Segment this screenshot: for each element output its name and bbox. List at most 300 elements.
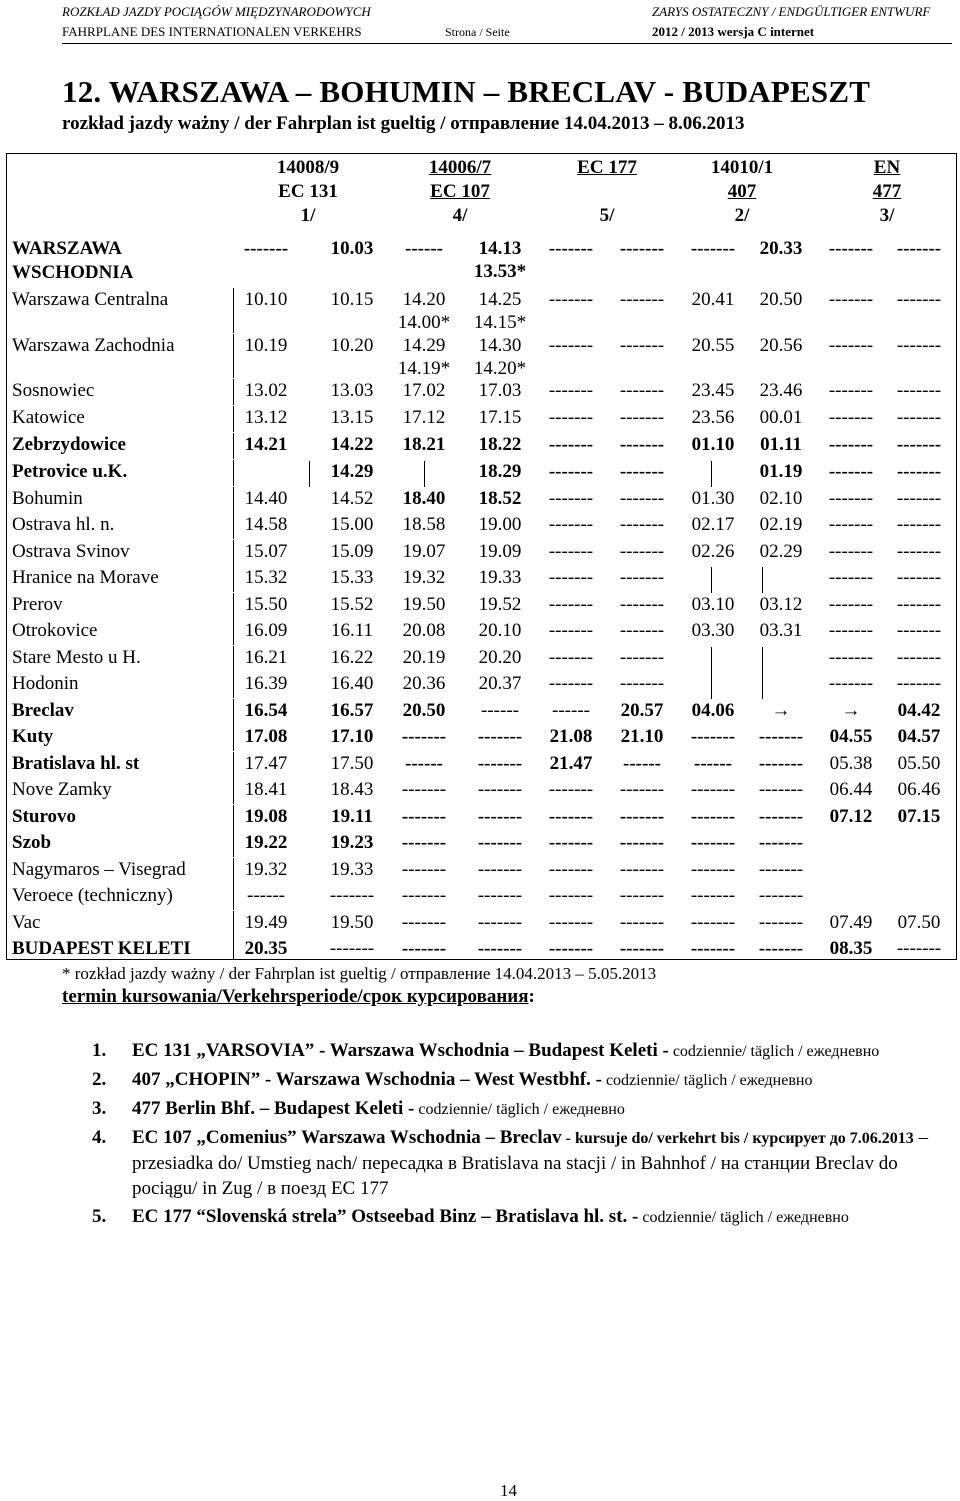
note-number: 1. [92, 1040, 107, 1061]
station-name: Sturovo [12, 806, 77, 827]
time-cell: ------- [619, 938, 665, 959]
time-cell: 17.50 [330, 753, 374, 774]
row-divider [233, 619, 234, 645]
time-cell: ------- [619, 514, 665, 535]
header-rule [62, 43, 952, 44]
time-cell: ------- [828, 647, 874, 668]
station-name: Veroece (techniczny) [12, 885, 173, 906]
time-cell: ------- [548, 859, 594, 880]
train-header-1: 14008/9 [276, 157, 340, 178]
time-cell: 19.08 [244, 806, 288, 827]
time-cell: ------- [896, 407, 942, 428]
time-cell: 19.52 [478, 594, 522, 615]
timetable [6, 153, 957, 960]
time-cell: ------- [619, 912, 665, 933]
header-page-label: Strona / Seite [445, 25, 510, 39]
station-name: Otrokovice [12, 620, 98, 641]
train-header-2: 4/ [452, 205, 468, 226]
time-cell: 13.02 [244, 380, 288, 401]
train-header-4: 2/ [734, 205, 750, 226]
time-cell: 14.40 [244, 488, 288, 509]
train-header-4: 14010/1 [710, 157, 774, 178]
cell-divider [424, 461, 425, 487]
time-cell: 21.10 [620, 726, 664, 747]
time-cell: 03.30 [691, 620, 735, 641]
time-cell: ------- [619, 488, 665, 509]
time-cell: ------ [481, 700, 519, 721]
time-cell: ------- [828, 238, 874, 259]
row-divider [233, 937, 234, 959]
time-cell: ------- [477, 938, 523, 959]
time-cell: ------- [828, 434, 874, 455]
station-name: Bratislava hl. st [12, 753, 140, 774]
time-cell: 16.39 [244, 673, 288, 694]
time-cell: ------- [896, 673, 942, 694]
alt-time-cell: 14.20* [473, 358, 527, 379]
page-header [62, 2, 952, 42]
row-divider [233, 699, 234, 725]
note-title: 407 „CHOPIN” - Warszawa Wschodnia – West Westbhf. - [132, 1069, 602, 1090]
cell-divider [762, 567, 763, 593]
time-cell: ------- [619, 407, 665, 428]
row-divider [233, 513, 234, 539]
time-cell: ------- [401, 912, 447, 933]
note-title: EC 177 “Slovenská strela” Ostseebad Binz – Bratislava hl. st. - [132, 1206, 639, 1227]
time-cell: 20.20 [478, 647, 522, 668]
time-cell: 15.09 [330, 541, 374, 562]
time-cell: ------- [619, 238, 665, 259]
note-title: EC 131 „VARSOVIA” - Warszawa Wschodnia – Budapest Keleti - [132, 1040, 669, 1061]
time-cell: 16.40 [330, 673, 374, 694]
time-cell: 10.10 [244, 289, 288, 310]
time-cell: 03.10 [691, 594, 735, 615]
station-name: Stare Mesto u H. [12, 647, 141, 668]
station-name: Ostrava Svinov [12, 541, 130, 562]
row-divider [233, 288, 234, 333]
note-item [92, 1038, 942, 1064]
train-header-2: EC 107 [430, 181, 490, 202]
time-cell: 03.31 [759, 620, 803, 641]
time-cell: ------- [329, 885, 375, 906]
time-cell: ------- [477, 885, 523, 906]
note-item [92, 1204, 942, 1230]
time-cell: ------- [548, 779, 594, 800]
station-name: Warszawa Centralna [12, 289, 169, 310]
time-cell: ------- [828, 488, 874, 509]
row-divider [233, 805, 234, 831]
train-header-1: EC 131 [278, 181, 338, 202]
time-cell: ------- [758, 912, 804, 933]
time-cell: ------- [758, 859, 804, 880]
note-detail: codziennie/ täglich / ежедневно [414, 1101, 625, 1118]
time-cell: ------- [477, 912, 523, 933]
time-cell: ------- [401, 885, 447, 906]
time-cell: ------- [548, 380, 594, 401]
time-cell: ------- [619, 885, 665, 906]
time-cell: 07.12 [829, 806, 873, 827]
time-cell: 02.29 [759, 541, 803, 562]
time-cell: 20.19 [402, 647, 446, 668]
time-cell: 16.11 [330, 620, 374, 641]
footnote [62, 963, 656, 985]
row-divider [233, 672, 234, 698]
time-cell: ------- [619, 859, 665, 880]
time-cell: 15.32 [244, 567, 288, 588]
time-cell: ------- [477, 832, 523, 853]
time-cell: 15.00 [330, 514, 374, 535]
row-divider [233, 831, 234, 857]
time-cell: 19.32 [244, 859, 288, 880]
station-name: Warszawa Zachodnia [12, 335, 175, 356]
time-cell: 20.35 [244, 938, 288, 959]
time-cell: 02.17 [691, 514, 735, 535]
time-cell: ------- [758, 832, 804, 853]
alt-time-cell: 14.00* [397, 312, 451, 333]
time-cell: 14.21 [244, 434, 288, 455]
cell-divider [309, 461, 310, 487]
train-header-5: 477 [872, 181, 902, 202]
station-name: Prerov [12, 594, 63, 615]
time-cell: 15.52 [330, 594, 374, 615]
row-divider [233, 540, 234, 566]
time-cell: 18.29 [478, 461, 522, 482]
time-cell: 20.41 [691, 289, 735, 310]
time-cell: 02.26 [691, 541, 735, 562]
row-divider [233, 566, 234, 592]
train-notes [92, 1038, 942, 1233]
time-cell: ------- [828, 289, 874, 310]
time-cell: ------- [690, 885, 736, 906]
time-cell: 20.55 [691, 335, 735, 356]
time-cell: 13.03 [330, 380, 374, 401]
row-divider [233, 646, 234, 672]
time-cell: 15.50 [244, 594, 288, 615]
alt-time-cell: 14.15* [473, 312, 527, 333]
time-cell: 17.02 [402, 380, 446, 401]
note-detail: codziennie/ täglich / ежедневно [668, 1043, 880, 1060]
time-cell: 19.09 [478, 541, 522, 562]
time-cell: ------- [548, 594, 594, 615]
station-name: WARSZAWA [12, 238, 122, 259]
time-cell: ------- [896, 488, 942, 509]
time-cell: → [841, 700, 861, 721]
note-item [92, 1125, 942, 1201]
time-cell: ------- [548, 541, 594, 562]
time-cell: 18.22 [478, 434, 522, 455]
station-name: Nove Zamky [12, 779, 112, 800]
time-cell: ------- [548, 885, 594, 906]
time-cell: ------- [828, 541, 874, 562]
station-name: Zebrzydowice [12, 434, 126, 455]
alt-time-cell: 14.19* [397, 358, 451, 379]
station-name: BUDAPEST KELETI [12, 938, 191, 959]
time-cell: 16.57 [330, 700, 374, 721]
note-item [92, 1067, 942, 1093]
note-item [92, 1096, 942, 1122]
time-cell: ------- [758, 885, 804, 906]
time-cell: ------- [619, 380, 665, 401]
time-cell: 15.33 [330, 567, 374, 588]
time-cell: ------- [548, 335, 594, 356]
time-cell: 16.21 [244, 647, 288, 668]
time-cell: 10.20 [330, 335, 374, 356]
time-cell: ------- [548, 620, 594, 641]
time-cell: 18.43 [330, 779, 374, 800]
time-cell: → [771, 700, 791, 721]
time-cell: 19.23 [330, 832, 374, 853]
row-divider [233, 487, 234, 513]
time-cell: 06.44 [829, 779, 873, 800]
time-cell: 23.46 [759, 380, 803, 401]
time-cell: 07.15 [897, 806, 941, 827]
time-cell: ------- [690, 912, 736, 933]
time-cell: 18.21 [402, 434, 446, 455]
time-cell: 10.03 [330, 238, 374, 259]
time-cell: ------- [619, 779, 665, 800]
note-number: 3. [92, 1098, 107, 1119]
time-cell: 19.33 [330, 859, 374, 880]
train-header-5: EN [873, 157, 901, 178]
train-header-4: 407 [727, 181, 757, 202]
station-name: Hranice na Morave [12, 567, 159, 588]
cell-divider [711, 647, 712, 699]
note-detail: – przesiadka do/ Umstieg nach/ пересадка в Bratislava na stacji / in Bahnhof / на станции Breclav do pociągu/ in Zug / в поезд EC 177 [132, 1127, 929, 1199]
time-cell: ------- [619, 335, 665, 356]
time-cell: ------- [243, 238, 289, 259]
time-cell: 17.08 [244, 726, 288, 747]
time-cell: ------- [758, 726, 804, 747]
time-cell: ------- [477, 753, 523, 774]
station-name: Nagymaros – Visegrad [12, 859, 186, 880]
time-cell: 21.08 [549, 726, 593, 747]
time-cell: ------- [401, 806, 447, 827]
time-cell: ------- [548, 434, 594, 455]
station-name: Szob [12, 832, 52, 853]
time-cell: ------- [329, 938, 375, 959]
time-cell: ------- [758, 806, 804, 827]
time-cell: 20.10 [478, 620, 522, 641]
row-divider [233, 884, 234, 910]
time-cell: 02.19 [759, 514, 803, 535]
time-cell: 08.35 [829, 938, 873, 959]
time-cell: ------- [828, 620, 874, 641]
time-cell: 14.22 [330, 434, 374, 455]
station-name: WSCHODNIA [12, 262, 134, 283]
note-number: 5. [92, 1206, 107, 1227]
time-cell: ------- [828, 380, 874, 401]
row-divider [233, 858, 234, 884]
row-divider [233, 460, 234, 486]
note-detail: codziennie/ täglich / ежедневно [601, 1072, 813, 1089]
time-cell: ------- [619, 594, 665, 615]
time-cell: 20.08 [402, 620, 446, 641]
station-name: Petrovice u.K. [12, 461, 128, 482]
time-cell: ------- [828, 514, 874, 535]
station-name: Sosnowiec [12, 380, 95, 401]
time-cell: 10.19 [244, 335, 288, 356]
time-cell: 04.42 [897, 700, 941, 721]
time-cell: 17.10 [330, 726, 374, 747]
period-heading [62, 986, 535, 1008]
time-cell: 14.30 [478, 335, 522, 356]
station-name: Ostrava hl. n. [12, 514, 115, 535]
time-cell: 04.57 [897, 726, 941, 747]
time-cell: ------- [619, 434, 665, 455]
time-cell: 00.01 [759, 407, 803, 428]
time-cell: 19.49 [244, 912, 288, 933]
train-header-2: 14006/7 [428, 157, 492, 178]
time-cell: ------- [828, 461, 874, 482]
station-name: Kuty [12, 726, 54, 747]
time-cell: ------- [477, 859, 523, 880]
time-cell: 19.07 [402, 541, 446, 562]
cell-divider [762, 647, 763, 699]
time-cell: 17.03 [478, 380, 522, 401]
time-cell: ------ [552, 700, 590, 721]
alt-time-cell: 13.53* [473, 261, 527, 282]
time-cell: ------- [548, 673, 594, 694]
time-cell: ------- [477, 806, 523, 827]
row-divider [233, 593, 234, 619]
time-cell: 14.29 [330, 461, 374, 482]
time-cell: ------ [694, 753, 732, 774]
time-cell: 01.11 [760, 434, 802, 455]
time-cell: 19.32 [402, 567, 446, 588]
time-cell: ------- [548, 461, 594, 482]
time-cell: ------- [828, 594, 874, 615]
time-cell: ------- [690, 726, 736, 747]
time-cell: ------- [690, 806, 736, 827]
time-cell: ------- [828, 407, 874, 428]
time-cell: 21.47 [549, 753, 593, 774]
time-cell: 01.30 [691, 488, 735, 509]
header-right-bottom: 2012 / 2013 wersja C internet [652, 24, 815, 39]
time-cell: 19.33 [478, 567, 522, 588]
period-label: termin kursowania/Verkehrsperiode/срок курсирования [62, 986, 529, 1007]
station-name: Bohumin [12, 488, 83, 509]
time-cell: 18.58 [402, 514, 446, 535]
time-cell: ------- [896, 461, 942, 482]
time-cell: 16.09 [244, 620, 288, 641]
row-divider [233, 334, 234, 378]
time-cell: ------- [401, 859, 447, 880]
time-cell: ------- [619, 832, 665, 853]
time-cell: 23.45 [691, 380, 735, 401]
time-cell: ------- [896, 647, 942, 668]
time-cell: ------- [896, 289, 942, 310]
station-name: Hodonin [12, 673, 79, 694]
note-title: EC 107 „Comenius” Warszawa Wschodnia – Breclav [132, 1127, 562, 1148]
time-cell: 14.20 [402, 289, 446, 310]
time-cell: ------- [548, 567, 594, 588]
time-cell: ------- [619, 567, 665, 588]
time-cell: 04.55 [829, 726, 873, 747]
header-right-top: ZARYS OSTATECZNY / ENDGÜLTIGER ENTWURF [652, 4, 931, 19]
time-cell: ------ [405, 753, 443, 774]
time-cell: 05.38 [829, 753, 873, 774]
time-cell: ------- [401, 938, 447, 959]
time-cell: 20.33 [759, 238, 803, 259]
row-divider [233, 752, 234, 778]
time-cell: ------- [477, 779, 523, 800]
cell-divider [711, 567, 712, 593]
time-cell: 20.36 [402, 673, 446, 694]
time-cell: 07.50 [897, 912, 941, 933]
time-cell: ------- [548, 647, 594, 668]
time-cell: ------- [619, 461, 665, 482]
row-divider [233, 725, 234, 751]
time-cell: 03.12 [759, 594, 803, 615]
time-cell: ------- [896, 594, 942, 615]
footnote-text: * rozkład jazdy ważny / der Fahrplan ist gueltig / отправление 14.04.2013 – 5.05.2013 [62, 964, 657, 983]
header-left-top: ROZKŁAD JAZDY POCIĄGÓW MIĘDZYNARODOWYCH [62, 4, 371, 19]
time-cell: 14.52 [330, 488, 374, 509]
time-cell: 18.40 [402, 488, 446, 509]
time-cell: ------- [896, 434, 942, 455]
time-cell: 01.10 [691, 434, 735, 455]
time-cell: ------- [896, 620, 942, 641]
time-cell: 10.15 [330, 289, 374, 310]
time-cell: ------ [247, 885, 285, 906]
time-cell: ------- [548, 488, 594, 509]
time-cell: ------- [548, 289, 594, 310]
time-cell: ------- [548, 514, 594, 535]
time-cell: 20.50 [759, 289, 803, 310]
row-divider [233, 406, 234, 432]
time-cell: 05.50 [897, 753, 941, 774]
time-cell: ------- [896, 514, 942, 535]
time-cell: ------- [619, 647, 665, 668]
time-cell: ------- [548, 238, 594, 259]
time-cell: 19.22 [244, 832, 288, 853]
time-cell: 19.50 [402, 594, 446, 615]
note-number: 2. [92, 1069, 107, 1090]
time-cell: ------- [401, 726, 447, 747]
time-cell: 17.47 [244, 753, 288, 774]
time-cell: ------- [619, 289, 665, 310]
time-cell: 14.25 [478, 289, 522, 310]
time-cell: ------- [548, 912, 594, 933]
time-cell: ------- [828, 673, 874, 694]
time-cell: 14.58 [244, 514, 288, 535]
time-cell: 14.13 [478, 238, 522, 259]
time-cell: 20.56 [759, 335, 803, 356]
time-cell: ------- [896, 380, 942, 401]
time-cell: 23.56 [691, 407, 735, 428]
time-cell: ------- [758, 779, 804, 800]
station-name: Katowice [12, 407, 85, 428]
train-header-3: 5/ [599, 205, 615, 226]
time-cell: 01.19 [759, 461, 803, 482]
time-cell: ------- [690, 779, 736, 800]
row-divider [233, 433, 234, 459]
time-cell: ------- [401, 779, 447, 800]
note-validity: - kursuje do/ verkehrt bis / курсирует до 7.06.2013 [561, 1130, 914, 1147]
time-cell: 17.12 [402, 407, 446, 428]
time-cell: ------- [619, 806, 665, 827]
time-cell: ------- [619, 620, 665, 641]
time-cell: ------- [619, 673, 665, 694]
time-cell: ------- [828, 335, 874, 356]
time-cell: ------- [896, 238, 942, 259]
row-divider [233, 379, 234, 405]
time-cell: ------- [896, 335, 942, 356]
time-cell: ------- [548, 407, 594, 428]
time-cell: ------- [401, 832, 447, 853]
time-cell: 19.11 [331, 806, 373, 827]
time-cell: ------- [690, 238, 736, 259]
time-cell: 13.15 [330, 407, 374, 428]
